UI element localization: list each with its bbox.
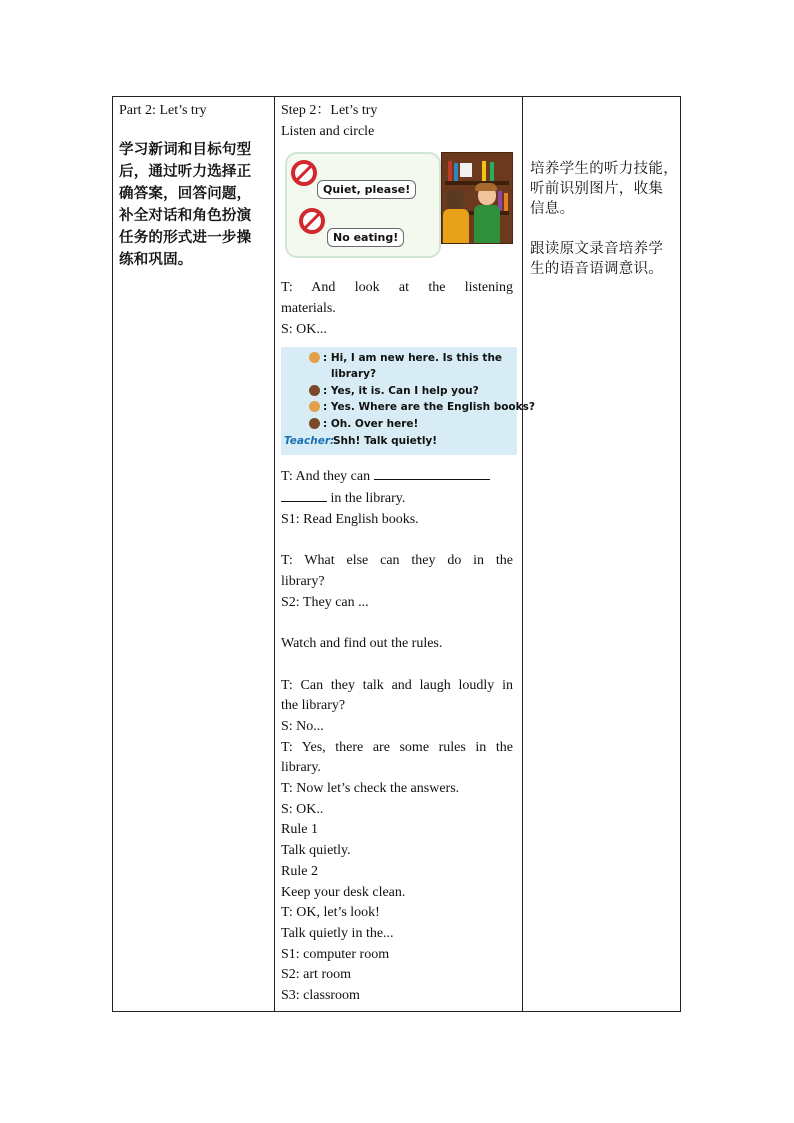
lesson-line: T: Yes, there are some rules in the	[281, 739, 513, 755]
lesson-line: library?	[281, 574, 325, 590]
quiet-sign-label: Quiet, please!	[317, 180, 416, 199]
lesson-line: T: Now let’s check the answers.	[281, 781, 460, 797]
dialogue-text: : Yes, it is. Can I help you?	[323, 384, 479, 397]
lesson-line: T: OK, let’s look!	[281, 905, 380, 921]
purpose-line: 信息。	[530, 201, 575, 217]
dialogue-line: T: And look at the listening	[281, 280, 513, 296]
purpose-line: 跟读原文录音培养学	[530, 241, 664, 257]
objective-line: 补全对话和角色扮演	[119, 207, 252, 224]
step-subtitle: Listen and circle	[281, 123, 375, 139]
no-eating-sign-icon	[299, 208, 325, 234]
lesson-line: S1: Read English books.	[281, 511, 419, 527]
librarian-avatar-icon	[309, 385, 320, 396]
dialogue-text: : Hi, I am new here. Is this the	[323, 351, 503, 364]
signs-panel	[285, 152, 441, 258]
library-signs-illustration	[281, 148, 511, 264]
student-avatar-icon	[309, 352, 320, 363]
lesson-line: S: No...	[281, 718, 324, 734]
purpose-column	[530, 159, 680, 279]
lesson-line	[281, 487, 513, 510]
lesson-line: S1: computer room	[281, 946, 390, 962]
lesson-line	[281, 465, 513, 488]
library-scene-image	[441, 152, 513, 244]
lesson-line: Keep your desk clean.	[281, 884, 406, 900]
dialogue-text: Shh! Talk quietly!	[333, 434, 438, 447]
column-divider	[522, 97, 523, 1011]
no-eating-sign-label: No eating!	[327, 228, 404, 247]
objective-line: 学习新词和目标句型	[119, 141, 252, 158]
fill-blank	[281, 487, 327, 502]
lesson-line: S: OK..	[281, 801, 324, 817]
lesson-line: library.	[281, 760, 321, 776]
activity-column	[281, 101, 535, 1007]
lesson-line: Talk quietly.	[281, 843, 351, 859]
objective-line: 任务的形式进一步操	[119, 229, 252, 246]
lesson-line: T: What else can they do in the	[281, 553, 513, 569]
lesson-line-text: T: And they can	[281, 468, 371, 484]
lesson-line: Watch and find out the rules.	[281, 636, 443, 652]
lesson-plan-table	[112, 96, 681, 1012]
column-divider	[274, 97, 275, 1011]
purpose-line: 生的语音语调意识。	[530, 261, 664, 277]
objective-line: 后，通过听力选择正	[119, 163, 252, 180]
lesson-line: S2: They can ...	[281, 594, 369, 610]
lesson-line: S2: art room	[281, 967, 351, 983]
lesson-line: T: Can they talk and laugh loudly in	[281, 677, 513, 693]
teacher-label: Teacher:	[284, 434, 335, 447]
dialogue-text: : Yes. Where are the English books?	[323, 400, 535, 413]
lesson-line: S3: classroom	[281, 988, 360, 1004]
section-title: Part 2: Let’s try	[119, 103, 207, 118]
purpose-line: 培养学生的听力技能，	[530, 161, 678, 177]
dialogue-line: materials.	[281, 301, 336, 317]
fill-blank	[374, 465, 490, 480]
dialogue-text: : Oh. Over here!	[323, 417, 419, 430]
lesson-line: the library?	[281, 698, 346, 714]
objective-line: 练和巩固。	[119, 251, 193, 268]
step-title: Step 2：Let’s try	[281, 103, 378, 118]
objective-line: 确答案，回答问题，	[119, 185, 252, 202]
section-column	[119, 101, 271, 271]
librarian-avatar-icon	[309, 418, 320, 429]
no-talking-sign-icon	[291, 160, 317, 186]
purpose-line: 听前识别图片，收集	[530, 181, 664, 197]
lesson-line: Talk quietly in the...	[281, 925, 394, 941]
dialogue-text: library?	[331, 367, 377, 380]
listening-dialogue-illustration	[281, 347, 535, 455]
student-avatar-icon	[309, 401, 320, 412]
lesson-line: Rule 2	[281, 863, 318, 879]
lesson-line-text: in the library.	[330, 491, 406, 507]
dialogue-line: S: OK...	[281, 321, 327, 337]
lesson-line: Rule 1	[281, 822, 318, 838]
